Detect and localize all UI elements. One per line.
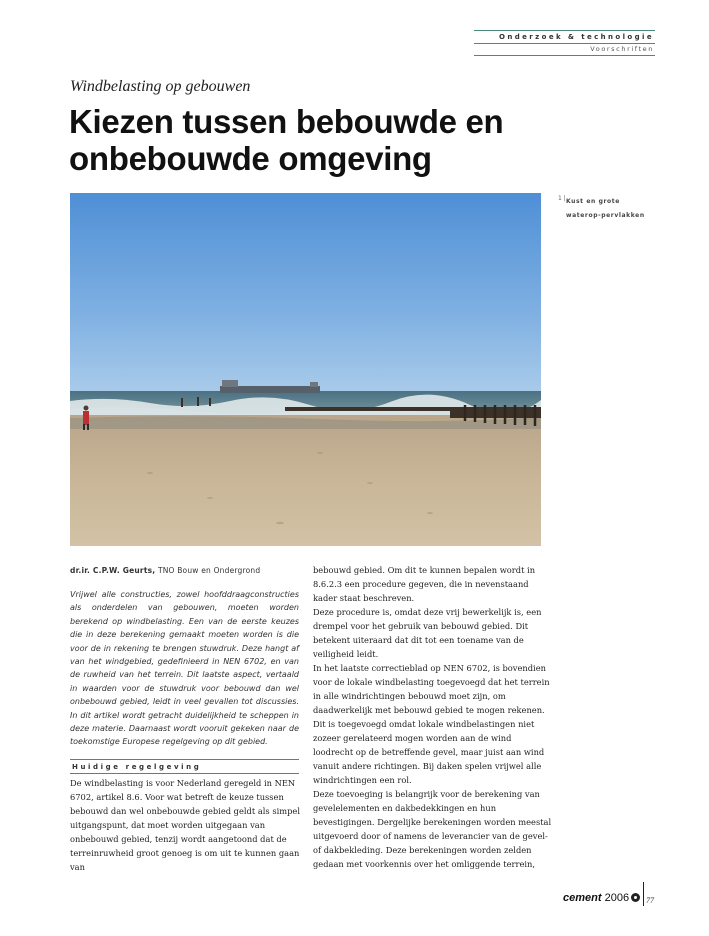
beach-photo	[70, 193, 541, 546]
footer-magazine	[563, 892, 629, 904]
magazine-logo-icon	[631, 893, 640, 902]
author-line	[70, 566, 310, 575]
author-affiliation: TNO Bouw en Ondergrond	[157, 566, 261, 575]
header-rule-bottom	[474, 55, 655, 56]
page-number: 77	[646, 896, 654, 905]
body-paragraph-2: Deze procedure is, omdat deze vrij bewerkelijk is, een drempel voor het gebruik van bebouwd gebied. Dit betekent uiteraard dat dit tot een toename van de veiligheid leidt.	[313, 607, 542, 659]
article-kicker: Windbelasting op gebouwen	[70, 78, 251, 95]
body-paragraph-3: In het laatste correctieblad op NEN 6702, is bovendien voor de lokale windbelasting toegevoegd dat het terrein in alle windrichtingen bebouwd moet zijn, om daadwerkelijk met bebouwd gebied te mogen rekenen. Dit is toegevoegd omdat lokale windbelastingen niet zozeer gerelateerd mogen worden aan de wind loodrecht op de betreffende gevel, maar juist aan wind vanuit andere richtingen. Bij daken spelen vrijwel alle windrichtingen een rol.	[313, 663, 550, 785]
body-paragraph-4: Deze toevoeging is belangrijk voor de berekening van gevelelementen en dakbedekkingen en hun bevestigingen. Dergelijke berekeningen worden meestal uitgevoerd door of namens de leverancier van de gevel- of dakbekleding. Deze berekeningen worden zelden gedaan met voorkennis over het omliggende terrein,	[313, 789, 552, 869]
section-label: Onderzoek & technologie	[499, 33, 654, 41]
header-rule-middle	[474, 43, 655, 44]
subsection-label: Voorschriften	[590, 45, 654, 53]
magazine-name: cement	[563, 892, 602, 904]
figure-number: 1 |	[558, 195, 566, 202]
header-rule-top	[474, 30, 655, 31]
body-column-2	[313, 563, 553, 871]
author-name: dr.ir. C.P.W. Geurts,	[70, 566, 156, 575]
footer-divider	[643, 882, 644, 906]
body-column-1: De windbelasting is voor Nederland geregeld in NEN 6702, artikel 8.6. Voor wat betreft de keuze tussen bebouwd dan wel onbebouwde gebied geldt als simpel uitgangspunt, dat moet worden uitgegaan van onbebouwd gebied, tenzij wordt aangetoond dat de terreinruwheid groot genoeg is om uit te kunnen gaan van	[70, 778, 300, 872]
section-heading: Huidige regelgeving	[70, 759, 299, 774]
intro-paragraph: Vrijwel alle constructies, zowel hoofddraagconstructies als onderdelen van gebouwen, moeten worden berekend op windbelasting. Een van de eerste keuzes die in deze berekening gemaakt moeten worden is die voor de in rekening te brengen stuwdruk. Deze hangt af van het windgebied, gedefinieerd in NEN 6702, en van de ruwheid van het terrein. Dit laatste aspect, vertaald in waarden voor de stuwdruk voor bebouwd dan wel onbebouwd gebied, leidt in veel gevallen tot discussies. In dit artikel wordt getracht duidelijkheid te scheppen in deze materie. Daarnaast wordt vooruit gekeken naar de toekomstige Europese regelgeving op dit gebied.	[70, 590, 299, 747]
magazine-year: 2006	[604, 892, 630, 904]
article-title: Kiezen tussen bebouwde en onbebouwde omgeving	[69, 103, 504, 177]
body-paragraph-1: bebouwd gebied. Om dit te kunnen bepalen wordt in 8.6.2.3 een procedure gegeven, die in nevenstaand kader staat beschreven.	[313, 565, 536, 603]
figure-caption: Kust en grote waterop-pervlakken	[566, 198, 645, 219]
